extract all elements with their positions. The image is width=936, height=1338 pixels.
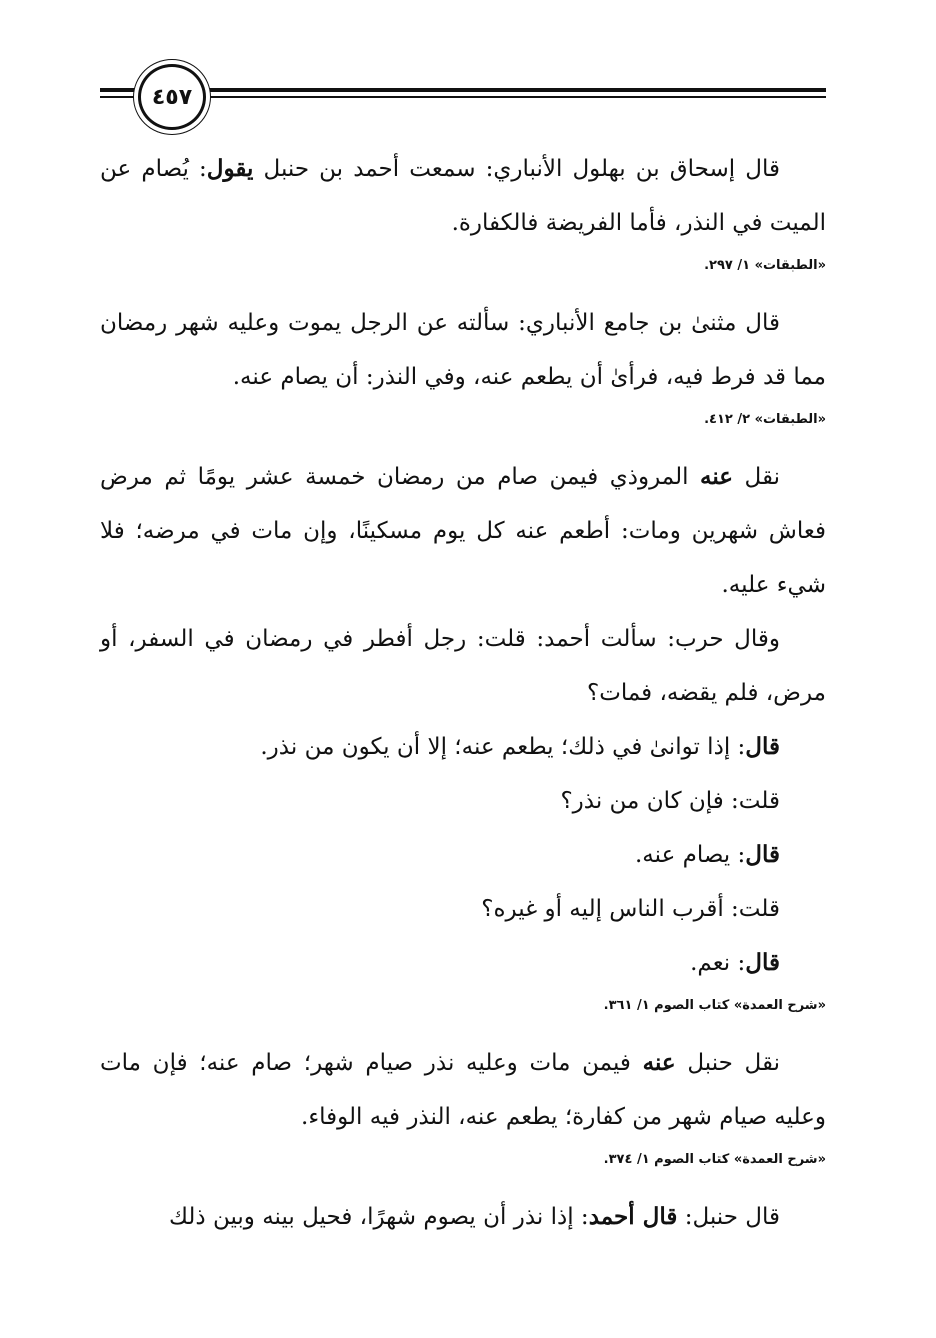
dialogue-line bbox=[100, 720, 826, 774]
text-run: وقال حرب: سألت أحمد: قلت: رجل أفطر في رمضان في السفر، أو مرض، فلم يقضه، فمات؟ bbox=[100, 626, 826, 706]
page-header bbox=[100, 60, 826, 132]
body-paragraph bbox=[100, 450, 826, 612]
page-body bbox=[100, 142, 826, 1244]
text-run: : يُصام عن الميت في النذر، فأما الفريضة فالكفارة. bbox=[100, 156, 826, 236]
source-reference: «شرح العمدة» كتاب الصوم ١/ ٣٦١. bbox=[603, 998, 826, 1013]
text-run: قلت: فإن كان من نذر؟ bbox=[560, 788, 780, 814]
source-reference: «الطبقات» ٢/ ٤١٢. bbox=[704, 412, 826, 427]
bold-keyword: قال bbox=[745, 949, 780, 976]
page-number-badge bbox=[138, 64, 206, 130]
text-run: فيمن مات وعليه نذر صيام شهر؛ صام عنه؛ فإن مات وعليه صيام شهر من كفارة؛ يطعم عنه، النذر فيه الوفاء. bbox=[100, 1050, 826, 1130]
bold-keyword: يقول bbox=[206, 155, 254, 182]
dialogue-line bbox=[100, 828, 826, 882]
dialogue-line bbox=[100, 936, 826, 990]
dialogue-line bbox=[100, 882, 826, 936]
page-number: ٤٥٧ bbox=[151, 84, 193, 110]
text-run: قال إسحاق بن بهلول الأنباري: سمعت أحمد بن حنبل bbox=[253, 156, 780, 182]
body-paragraph bbox=[100, 296, 826, 404]
source-reference: «شرح العمدة» كتاب الصوم ١/ ٣٧٤. bbox=[603, 1152, 826, 1167]
body-paragraph bbox=[100, 1036, 826, 1144]
body-paragraph bbox=[100, 142, 826, 250]
text-run: : إذا توانىٰ في ذلك؛ يطعم عنه؛ إلا أن يكون من نذر. bbox=[260, 734, 746, 760]
bold-keyword: قال bbox=[745, 733, 780, 760]
header-rule-thick bbox=[100, 88, 826, 92]
source-reference: «الطبقات» ١/ ٢٩٧. bbox=[704, 258, 826, 273]
body-paragraph bbox=[100, 1190, 826, 1244]
bold-keyword: قال أحمد bbox=[588, 1203, 678, 1230]
bold-keyword: عنه bbox=[700, 463, 734, 490]
text-run: : يصام عنه. bbox=[635, 842, 746, 868]
bold-keyword: قال bbox=[745, 841, 780, 868]
text-run: نقل حنبل bbox=[675, 1050, 781, 1076]
header-rule-thin bbox=[100, 96, 826, 98]
text-run: قال مثنىٰ بن جامع الأنباري: سألته عن الرجل يموت وعليه شهر رمضان مما قد فرط فيه، فرأىٰ أن يطعم عنه، وفي النذر: أن يصام عنه. bbox=[100, 310, 826, 390]
text-run: : نعم. bbox=[690, 950, 746, 976]
text-run: المروذي فيمن صام من رمضان خمسة عشر يومًا ثم مرض فعاش شهرين ومات: أطعم عنه كل يوم مسكينًا، وإن مات في مرضه؛ فلا شيء عليه. bbox=[100, 464, 826, 598]
bold-keyword: عنه bbox=[642, 1049, 676, 1076]
text-run: قلت: أقرب الناس إليه أو غيره؟ bbox=[481, 896, 780, 922]
dialogue-line bbox=[100, 774, 826, 828]
text-run: نقل bbox=[733, 464, 780, 490]
text-run: قال حنبل: bbox=[677, 1204, 780, 1230]
text-run: : إذا نذر أن يصوم شهرًا، فحيل بينه وبين ذلك bbox=[169, 1204, 589, 1230]
body-paragraph bbox=[100, 612, 826, 720]
